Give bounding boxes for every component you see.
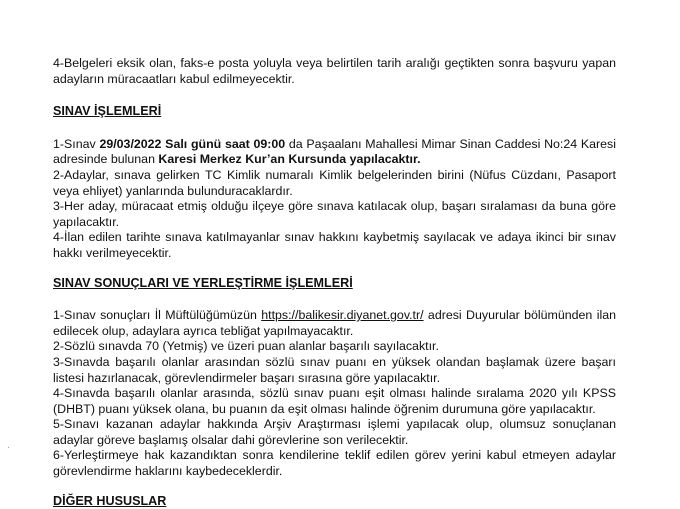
paragraph-intro: 4-Belgeleri eksik olan, faks-e posta yoluyla veya belirtilen tarih aralığı geçtikten sonra başvuru yapan adayların müracaatları kabul edilmeyecektir. bbox=[53, 56, 616, 86]
exam-place: Karesi Merkez Kur’an Kursunda yapılacaktır. bbox=[158, 152, 421, 167]
document-body bbox=[53, 56, 616, 509]
sinav-item-1: 1-Sınav 29/03/2022 Salı günü saat 09:00 da Paşaalanı Mahallesi Mimar Sinan Caddesi No:24 Karesi adresinde bulunan Karesi Merkez Kur’an Kursunda yapılacaktır. bbox=[53, 136, 616, 167]
sonuc-item-4: 4-Sınavda başarılı olanlar arasında, sözlü sınav puanı eşit olması halinde sıralama 2020 yılı KPSS (DHBT) puanı yüksek olana, bu puanın da eşit olması halinde öğrenim durumuna göre yapılacaktır. bbox=[53, 386, 616, 416]
sinav-item-4: 4-İlan edilen tarihte sınava katılmayanlar sınav hakkını kaybetmiş sayılacak ve adaya ikinci bir sınav hakkı verilmeyecektir. bbox=[53, 230, 616, 260]
sonuc-item-5: 5-Sınavı kazanan adaylar hakkında Arşiv Araştırması işlemi yapılacak olup, olumsuz sonuçlanan adaylar göreve başlamış olsalar dahi görevlerine son verilecektir. bbox=[53, 417, 616, 447]
diyanet-link[interactable]: https://balikesir.diyanet.gov.tr/ bbox=[261, 308, 424, 323]
sonuc-item-6: 6-Yerleştirmeye hak kazandıktan sonra kendilerine teklif edilen görev yerini kabul etmeyen adaylar görevlendirme haklarını kaybedeceklerdir. bbox=[53, 448, 616, 479]
sinav-item-2: 2-Adaylar, sınava gelirken TC Kimlik numaralı Kimlik belgelerinden birini (Nüfus Cüzdanı, Pasaport veya ehliyet) yanlarında bulunduracaklardır. bbox=[53, 167, 616, 198]
sonuc-item-2: 2-Sözlü sınavda 70 (Yetmiş) ve üzeri puan alanlar başarılı sayılacaktır. bbox=[53, 339, 439, 354]
sonuc-item-3: 3-Sınavda başarılı olanlar arasından sözlü sınav puanı en yüksek olandan başlamak üzere başarı listesi hazırlanacak, görevlendirmeler başarı sırasına göre yapılacaktır. bbox=[53, 354, 616, 385]
heading-sinav-islemleri: SINAV İŞLEMLERİ bbox=[53, 104, 162, 119]
heading-diger: DİĞER HUSUSLAR bbox=[53, 493, 167, 508]
exam-date: 29/03/2022 Salı günü saat 09:00 bbox=[99, 136, 286, 151]
heading-sonuclar: SINAV SONUÇLARI VE YERLEŞTİRME İŞLEMLERİ bbox=[53, 275, 353, 290]
sonuc-item-1: 1-Sınav sonuçları İl Müftülüğümüzün https://balikesir.diyanet.gov.tr/ adresi Duyurular bölümünden ilan edilecek olup, adaylara ayrıca tebliğat yapılmayacaktır. bbox=[53, 308, 616, 338]
margin-mark: . bbox=[7, 440, 10, 451]
sinav-item-3: 3-Her aday, müracaat etmiş olduğu ilçeye göre sınava katılacak olup, başarı sıralaması da buna göre yapılacaktır. bbox=[53, 199, 616, 229]
